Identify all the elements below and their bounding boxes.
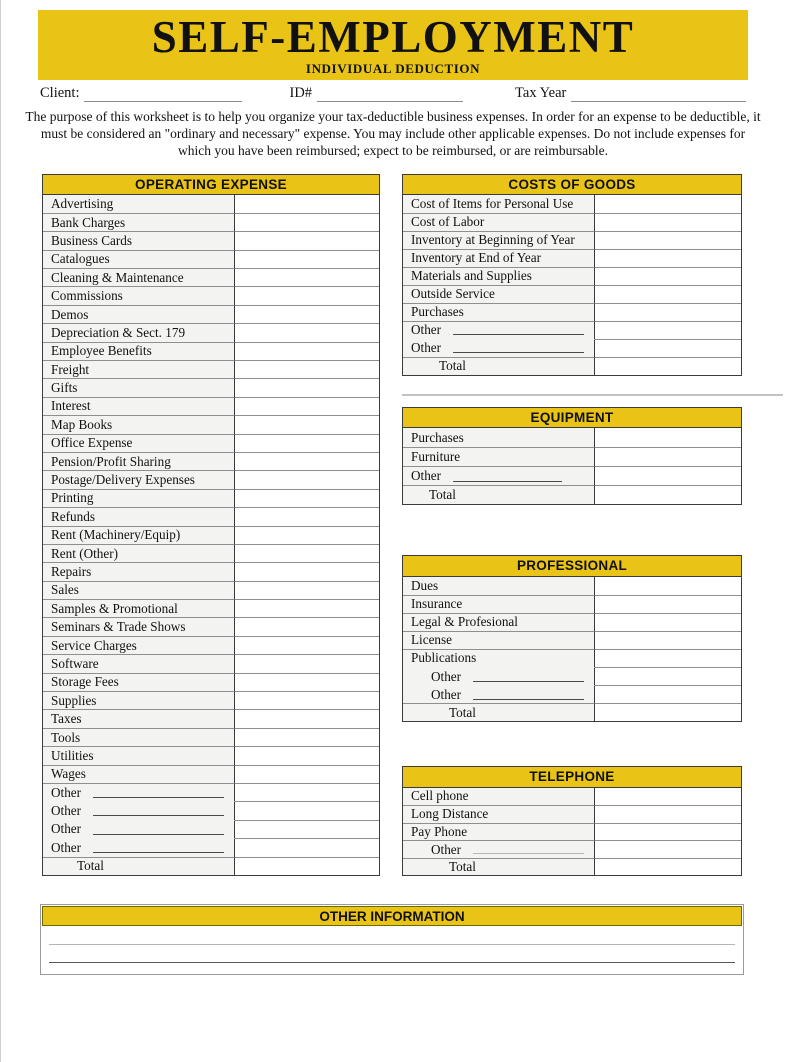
amount-field[interactable] xyxy=(235,599,379,617)
amount-field[interactable] xyxy=(595,249,741,267)
equipment-table xyxy=(402,407,742,505)
row-label: Cost of Items for Personal Use xyxy=(403,195,595,213)
row-label xyxy=(403,840,595,858)
form-title: SELF-EMPLOYMENT xyxy=(151,12,635,62)
amount-field[interactable] xyxy=(595,428,741,447)
total-label: Total xyxy=(403,858,595,876)
table-row xyxy=(43,415,379,433)
costs-of-goods-rows xyxy=(403,195,741,375)
amount-field[interactable] xyxy=(235,838,379,856)
total-label: Total xyxy=(403,703,595,721)
table-row xyxy=(43,195,379,213)
row-label: Taxes xyxy=(43,709,235,727)
amount-field[interactable] xyxy=(235,709,379,727)
amount-field[interactable] xyxy=(235,342,379,360)
operating-expense-rows xyxy=(43,195,379,875)
table-row xyxy=(43,452,379,470)
table-row xyxy=(403,249,741,267)
other-label: Other xyxy=(431,841,462,857)
table-row xyxy=(403,428,741,447)
row-label: Outside Service xyxy=(403,285,595,303)
table-row xyxy=(43,544,379,562)
writing-line[interactable] xyxy=(49,944,735,945)
row-label: License xyxy=(403,631,595,649)
other-description-field[interactable] xyxy=(473,680,584,682)
row-label xyxy=(43,783,235,801)
amount-field[interactable] xyxy=(235,378,379,396)
table-row xyxy=(43,599,379,617)
table-row xyxy=(43,434,379,452)
row-label: Repairs xyxy=(43,562,235,580)
scan-artifact-line xyxy=(402,394,783,396)
row-label: Pay Phone xyxy=(403,823,595,841)
table-row xyxy=(43,691,379,709)
row-label: Employee Benefits xyxy=(43,342,235,360)
amount-field[interactable] xyxy=(235,544,379,562)
other-description-field[interactable] xyxy=(453,351,584,353)
other-label: Other xyxy=(411,468,442,483)
amount-field[interactable] xyxy=(595,840,741,858)
row-label xyxy=(43,801,235,819)
telephone-title: TELEPHONE xyxy=(403,767,741,788)
amount-field[interactable] xyxy=(595,631,741,649)
amount-field[interactable] xyxy=(235,195,379,213)
table-row xyxy=(43,250,379,268)
row-label: Service Charges xyxy=(43,636,235,654)
row-label: Catalogues xyxy=(43,250,235,268)
tax-year-field[interactable] xyxy=(571,86,746,102)
row-label: Depreciation & Sect. 179 xyxy=(43,323,235,341)
row-label: Inventory at Beginning of Year xyxy=(403,231,595,249)
amount-field[interactable] xyxy=(595,267,741,285)
amount-field[interactable] xyxy=(235,452,379,470)
table-row xyxy=(43,617,379,635)
table-row xyxy=(403,840,741,858)
other-label: Other xyxy=(431,668,462,684)
equipment-title: EQUIPMENT xyxy=(403,408,741,428)
row-label: Long Distance xyxy=(403,805,595,823)
table-row xyxy=(43,636,379,654)
costs-of-goods-title: COSTS OF GOODS xyxy=(403,175,741,195)
table-row xyxy=(43,709,379,727)
table-row xyxy=(403,631,741,649)
row-label: Gifts xyxy=(43,378,235,396)
amount-field[interactable] xyxy=(595,667,741,685)
client-info-row xyxy=(40,85,746,102)
row-label: Cost of Labor xyxy=(403,213,595,231)
table-row xyxy=(403,703,741,721)
amount-field[interactable] xyxy=(235,250,379,268)
table-row xyxy=(43,268,379,286)
row-label: Software xyxy=(43,654,235,672)
table-row xyxy=(403,685,741,703)
other-label: Other xyxy=(411,340,442,355)
amount-field[interactable] xyxy=(235,434,379,452)
other-information-section xyxy=(40,904,744,975)
table-row xyxy=(403,485,741,504)
table-row xyxy=(403,213,741,231)
row-label: Sales xyxy=(43,581,235,599)
professional-rows xyxy=(403,577,741,722)
row-label: Bank Charges xyxy=(43,213,235,231)
row-label xyxy=(43,820,235,838)
table-row xyxy=(403,339,741,357)
other-label: Other xyxy=(431,686,462,702)
row-label: Inventory at End of Year xyxy=(403,249,595,267)
row-label: Printing xyxy=(43,489,235,507)
table-row xyxy=(403,649,741,667)
row-label: Cleaning & Maintenance xyxy=(43,268,235,286)
amount-field[interactable] xyxy=(595,339,741,357)
other-label: Other xyxy=(411,322,442,337)
amount-field[interactable] xyxy=(595,357,741,375)
row-label: Postage/Delivery Expenses xyxy=(43,470,235,488)
table-row xyxy=(403,195,741,213)
amount-field[interactable] xyxy=(235,783,379,801)
other-description-field[interactable] xyxy=(473,698,584,700)
other-label: Other xyxy=(51,839,82,855)
amount-field[interactable] xyxy=(595,321,741,339)
table-row xyxy=(43,489,379,507)
other-label: Other xyxy=(51,821,82,837)
row-label: Pension/Profit Sharing xyxy=(43,452,235,470)
table-row xyxy=(403,303,741,321)
row-label: Dues xyxy=(403,577,595,595)
row-label xyxy=(43,838,235,856)
table-row xyxy=(43,231,379,249)
amount-field[interactable] xyxy=(595,195,741,213)
id-label: ID# xyxy=(289,85,313,101)
table-row xyxy=(403,447,741,466)
row-label: Rent (Machinery/Equip) xyxy=(43,526,235,544)
table-row xyxy=(43,801,379,819)
table-row xyxy=(43,360,379,378)
row-label xyxy=(403,339,595,357)
table-row xyxy=(43,526,379,544)
amount-field[interactable] xyxy=(595,788,741,806)
table-row xyxy=(43,342,379,360)
amount-field[interactable] xyxy=(235,360,379,378)
equipment-rows xyxy=(403,428,741,504)
amount-field[interactable] xyxy=(595,303,741,321)
amount-field[interactable] xyxy=(235,470,379,488)
table-row xyxy=(43,654,379,672)
amount-field[interactable] xyxy=(235,654,379,672)
table-row xyxy=(43,323,379,341)
row-label: Tools xyxy=(43,728,235,746)
table-row xyxy=(403,357,741,375)
total-label: Total xyxy=(403,485,595,504)
row-label: Office Expense xyxy=(43,434,235,452)
page-edge-line xyxy=(0,0,1,1062)
amount-field[interactable] xyxy=(235,636,379,654)
total-label: Total xyxy=(403,357,595,375)
row-label: Wages xyxy=(43,765,235,783)
table-row xyxy=(43,397,379,415)
amount-field[interactable] xyxy=(595,823,741,841)
row-label: Storage Fees xyxy=(43,673,235,691)
other-description-field[interactable] xyxy=(473,852,584,854)
amount-field[interactable] xyxy=(595,805,741,823)
other-description-field[interactable] xyxy=(453,333,584,335)
row-label: Materials and Supplies xyxy=(403,267,595,285)
professional-table xyxy=(402,555,742,722)
table-row xyxy=(43,305,379,323)
amount-field[interactable] xyxy=(595,447,741,466)
table-row xyxy=(43,765,379,783)
amount-field[interactable] xyxy=(235,507,379,525)
amount-field[interactable] xyxy=(595,485,741,504)
amount-field[interactable] xyxy=(235,765,379,783)
amount-field[interactable] xyxy=(235,691,379,709)
amount-field[interactable] xyxy=(595,649,741,667)
other-description-field[interactable] xyxy=(93,833,224,835)
amount-field[interactable] xyxy=(595,466,741,485)
table-row xyxy=(403,231,741,249)
amount-field[interactable] xyxy=(595,685,741,703)
amount-field[interactable] xyxy=(595,231,741,249)
amount-field[interactable] xyxy=(235,801,379,819)
other-description-field[interactable] xyxy=(93,851,224,853)
purpose-paragraph: The purpose of this worksheet is to help you organize your tax-deductible business expenses. In order for an expense to be deductible, it must be considered an "ordinary and necessary" expense. You may include other applicable expenses. Do not include expenses for which you have been reimbursed; expect to be reimbursed, or are reimbursable. xyxy=(25,109,761,158)
id-field[interactable] xyxy=(317,86,463,102)
table-row xyxy=(43,581,379,599)
tax-year-label: Tax Year xyxy=(515,85,567,101)
writing-line[interactable] xyxy=(49,962,735,963)
amount-field[interactable] xyxy=(235,489,379,507)
row-label: Legal & Profesional xyxy=(403,613,595,631)
amount-field[interactable] xyxy=(595,858,741,876)
table-row xyxy=(403,285,741,303)
other-label: Other xyxy=(51,784,82,800)
amount-field[interactable] xyxy=(235,673,379,691)
row-label: Insurance xyxy=(403,595,595,613)
row-label xyxy=(403,667,595,685)
row-label xyxy=(403,466,595,485)
amount-field[interactable] xyxy=(235,728,379,746)
operating-expense-title: OPERATING EXPENSE xyxy=(43,175,379,195)
row-label xyxy=(403,321,595,339)
table-row xyxy=(43,820,379,838)
row-label: Refunds xyxy=(43,507,235,525)
amount-field[interactable] xyxy=(235,526,379,544)
telephone-table xyxy=(402,766,742,876)
table-row xyxy=(403,267,741,285)
table-row xyxy=(403,466,741,485)
row-label: Publications xyxy=(403,649,595,667)
costs-of-goods-table xyxy=(402,174,742,376)
row-label: Samples & Promotional xyxy=(43,599,235,617)
amount-field[interactable] xyxy=(235,415,379,433)
table-row xyxy=(403,321,741,339)
amount-field[interactable] xyxy=(235,857,379,875)
row-label: Seminars & Trade Shows xyxy=(43,617,235,635)
amount-field[interactable] xyxy=(235,286,379,304)
table-row xyxy=(403,595,741,613)
table-row xyxy=(403,613,741,631)
table-row xyxy=(403,577,741,595)
amount-field[interactable] xyxy=(235,268,379,286)
amount-field[interactable] xyxy=(235,213,379,231)
amount-field[interactable] xyxy=(235,305,379,323)
table-row xyxy=(403,805,741,823)
table-row xyxy=(43,470,379,488)
amount-field[interactable] xyxy=(235,581,379,599)
other-information-title: OTHER INFORMATION xyxy=(42,906,742,926)
row-label: Business Cards xyxy=(43,231,235,249)
telephone-rows xyxy=(403,788,741,876)
table-row xyxy=(403,823,741,841)
amount-field[interactable] xyxy=(235,746,379,764)
amount-field[interactable] xyxy=(235,820,379,838)
amount-field[interactable] xyxy=(595,285,741,303)
row-label: Utilities xyxy=(43,746,235,764)
amount-field[interactable] xyxy=(235,323,379,341)
professional-title: PROFESSIONAL xyxy=(403,556,741,577)
table-row xyxy=(43,673,379,691)
client-field[interactable] xyxy=(84,86,242,102)
table-row xyxy=(43,213,379,231)
amount-field[interactable] xyxy=(235,231,379,249)
table-row xyxy=(43,378,379,396)
table-row xyxy=(403,788,741,806)
amount-field[interactable] xyxy=(595,595,741,613)
form-subtitle: INDIVIDUAL DEDUCTION xyxy=(305,61,481,76)
table-row xyxy=(43,746,379,764)
row-label: Furniture xyxy=(403,447,595,466)
row-label: Advertising xyxy=(43,195,235,213)
amount-field[interactable] xyxy=(235,617,379,635)
row-label: Commissions xyxy=(43,286,235,304)
table-row xyxy=(43,507,379,525)
other-description-field[interactable] xyxy=(93,796,224,798)
other-description-field[interactable] xyxy=(93,814,224,816)
form-title-banner xyxy=(38,10,748,80)
amount-field[interactable] xyxy=(235,562,379,580)
operating-expense-table xyxy=(42,174,380,876)
row-label: Supplies xyxy=(43,691,235,709)
amount-field[interactable] xyxy=(235,397,379,415)
other-label: Other xyxy=(51,803,82,819)
total-label: Total xyxy=(43,857,235,875)
row-label: Purchases xyxy=(403,428,595,447)
row-label: Freight xyxy=(43,360,235,378)
table-row xyxy=(43,838,379,856)
amount-field[interactable] xyxy=(595,213,741,231)
table-row xyxy=(43,286,379,304)
row-label: Interest xyxy=(43,397,235,415)
row-label xyxy=(403,685,595,703)
row-label: Rent (Other) xyxy=(43,544,235,562)
table-row xyxy=(43,562,379,580)
amount-field[interactable] xyxy=(595,613,741,631)
table-row xyxy=(403,667,741,685)
row-label: Demos xyxy=(43,305,235,323)
table-row xyxy=(43,728,379,746)
row-label: Cell phone xyxy=(403,788,595,806)
amount-field[interactable] xyxy=(595,577,741,595)
client-label: Client: xyxy=(40,85,80,101)
other-description-field[interactable] xyxy=(453,480,562,482)
amount-field[interactable] xyxy=(595,703,741,721)
table-row xyxy=(403,858,741,876)
table-row xyxy=(43,857,379,875)
row-label: Purchases xyxy=(403,303,595,321)
table-row xyxy=(43,783,379,801)
row-label: Map Books xyxy=(43,415,235,433)
